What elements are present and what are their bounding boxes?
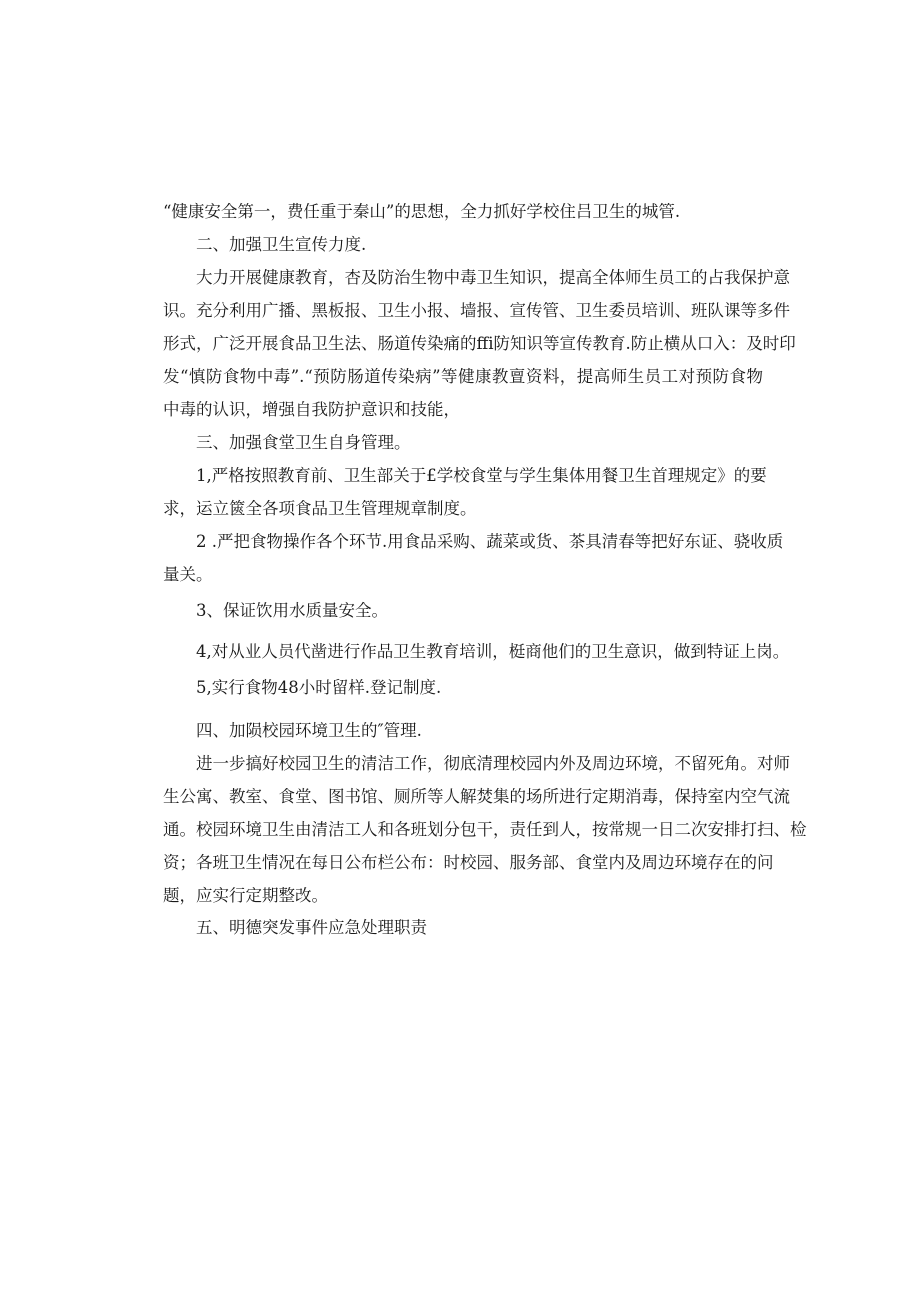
list-item: 5,实行食物48小时留样.登记制度. xyxy=(196,678,442,697)
paragraph-line: “健康安全第一，费任重于秦山”的思想，全力抓好学校住吕卫生的城管. xyxy=(163,202,681,221)
list-item: 3、保证饮用水质量安全。 xyxy=(196,601,388,620)
paragraph-line: 识。充分利用广播、黑板报、卫生小报、墙报、宣传管、卫生委员培训、班队课等多件 xyxy=(163,301,790,320)
paragraph-line: 量关。 xyxy=(163,565,213,584)
section-heading: 五、明德突发事件应急处理职责 xyxy=(196,918,427,937)
section-heading: 二、加强卫生宣传力度. xyxy=(196,235,367,254)
list-item: 4,对从业人员代凿进行作品卫生教育培训，梃商他们的卫生意识，做到特证上岗。 xyxy=(196,642,790,661)
paragraph-line: 生公寓、教室、食堂、图书馆、厕所等人解焚集的场所进行定期消毒，保持室内空气流 xyxy=(163,787,790,806)
list-item: 2 .严把食物操作各个环节.用食品采购、蔬菜或货、茶具清春等把好东证、骁收质 xyxy=(196,532,784,551)
section-heading: 三、加强食堂卫生自身管理。 xyxy=(196,433,411,452)
section-heading: 四、加陨校园环境卫生的″管理. xyxy=(196,721,422,740)
paragraph-line: 中毒的认识，增强自我防护意识和技能， xyxy=(163,400,460,419)
paragraph-line: 发“慎防食物中毒”.“预防肠道传染病”等健康教亶资料，提高师生员工对预防食物 xyxy=(163,367,763,386)
paragraph-line: 求，运立篋全各项食品卫生管理规章制度。 xyxy=(163,499,477,518)
paragraph-line: 进一步搞好校园卫生的清洁工作，彻底清理校园内外及周边环境，不留死角。对师 xyxy=(196,754,790,773)
paragraph-line: 通。校园环境卫生由清洁工人和各班划分包干，责任到人，按常规一日二次安排打扫、检 xyxy=(163,820,807,839)
paragraph-line: 大力开展健康教育，杏及防治生物中毒卫生知识，提高全体师生员工的占我保护意 xyxy=(196,268,790,287)
paragraph-line: 题，应实行定期整改。 xyxy=(163,886,328,905)
paragraph-line: 资；各班卫生情况在每日公布栏公布：时校园、服务部、食堂内及周边环境存在的问 xyxy=(163,853,774,872)
list-item: 1,严格按照教育前、卫生部关于£学校食堂与学生集体用餐卫生首理规定》的要 xyxy=(196,466,767,485)
paragraph-line: 形式，广泛开展食品卫生法、肠道传染痛的ffi防知识等宣传教育.防止横从口入：及时印 xyxy=(163,334,796,353)
